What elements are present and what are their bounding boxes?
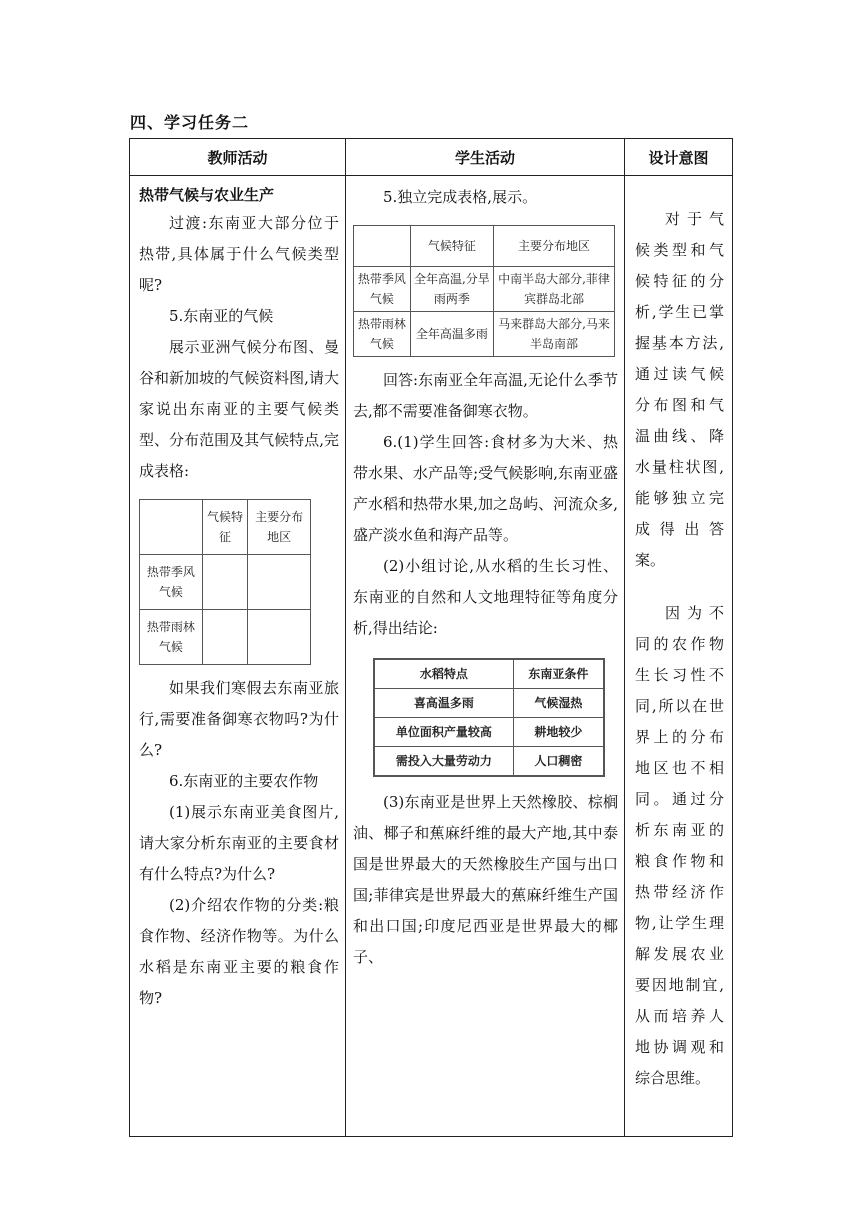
- table-header-cell: 主要分布地区: [248, 500, 311, 555]
- teacher-step-climate: 5.东南亚的气候: [169, 307, 274, 325]
- table-header-cell: 气候特征: [202, 500, 247, 555]
- table-cell: [140, 500, 203, 555]
- student-step-5: 5.独立完成表格,展示。: [383, 188, 538, 206]
- table-cell: 水稻特点: [374, 659, 513, 689]
- table-cell: [202, 555, 247, 610]
- rice-conditions-table: [373, 658, 605, 777]
- blank-climate-table: [139, 499, 311, 665]
- student-cell: [346, 176, 625, 1137]
- table-row-label: 热带雨林气候: [140, 610, 203, 665]
- header-student-activity: 学生活动: [346, 139, 625, 176]
- table-cell: [248, 555, 311, 610]
- design-intent-crops: 因为不同的农作物生长习性不同,所以在世界上的分布地区也不相同。通过分析东南亚的粮食作物和热带经济作物,让学生理解发展农业要因地制宜,从而培养人地协调观和综合思维。: [635, 604, 724, 1087]
- lesson-table: [129, 138, 733, 1137]
- table-cell: 人口稠密: [513, 747, 604, 777]
- design-intent-climate: 对于气候类型和气候特征的分析,学生已掌握基本方法,通过读气候分布图和气温曲线、降水量柱状图,能够独立完成得出答案。: [635, 210, 724, 569]
- teacher-food-question: (1)展示东南亚美食图片,请大家分析东南亚的主要食材有什么特点?为什么?: [139, 803, 339, 883]
- table-row-label: 热带雨林气候: [354, 312, 411, 357]
- table-cell: 喜高温多雨: [374, 689, 513, 718]
- table-cell: 全年高温多雨: [410, 312, 493, 357]
- student-group-discussion: (2)小组讨论,从水稻的生长习性、东南亚的自然和人文地理特征等角度分析,得出结论:: [353, 557, 618, 637]
- teacher-cell: [130, 176, 346, 1137]
- table-header-cell: 气候特征: [410, 226, 493, 267]
- teacher-climate-instruction: 展示亚洲气候分布图、曼谷和新加坡的气候资料图,请大家说出东南亚的主要气候类型、分布范围及其气候特点,完成表格:: [139, 338, 339, 480]
- table-row-label: 热带季风气候: [140, 555, 203, 610]
- table-cell: [248, 610, 311, 665]
- table-header-cell: 主要分布地区: [494, 226, 615, 267]
- student-answer-food: 6.(1)学生回答:食材多为大米、热带水果、水产品等;受气候影响,东南亚盛产水稻和热带水果,加之岛屿、河流众多,盛产淡水鱼和海产品等。: [353, 433, 618, 544]
- table-cell: 马来群岛大部分,马来半岛南部: [494, 312, 615, 357]
- table-cell: [354, 226, 411, 267]
- section-heading: 四、学习任务二: [130, 113, 250, 132]
- teacher-transition: 过渡:东南亚大部分位于热带,具体属于什么气候类型呢?: [139, 214, 339, 294]
- student-answer-clothing: 回答:东南亚全年高温,无论什么季节去,都不需要准备御寒衣物。: [353, 371, 618, 420]
- teacher-topic-title: 热带气候与农业生产: [139, 186, 275, 204]
- header-design-intent: 设计意图: [625, 139, 733, 176]
- table-cell: 全年高温,分旱雨两季: [410, 267, 493, 312]
- design-cell: [625, 176, 733, 1137]
- table-cell: 气候湿热: [513, 689, 604, 718]
- completed-climate-table: [353, 225, 615, 357]
- table-cell: 耕地较少: [513, 718, 604, 747]
- student-cash-crops: (3)东南亚是世界上天然橡胶、棕榈油、椰子和蕉麻纤维的最大产地,其中泰国是世界最大的天然橡胶生产国与出口国;菲律宾是世界最大的蕉麻纤维生产国和出口国;印度尼西亚是世界最大的椰子、: [353, 793, 618, 966]
- header-teacher-activity: 教师活动: [130, 139, 346, 176]
- teacher-travel-question: 如果我们寒假去东南亚旅行,需要准备御寒衣物吗?为什么?: [139, 679, 339, 759]
- table-cell: 单位面积产量较高: [374, 718, 513, 747]
- table-cell: 东南亚条件: [513, 659, 604, 689]
- table-cell: [202, 610, 247, 665]
- table-cell: 中南半岛大部分,菲律宾群岛北部: [494, 267, 615, 312]
- table-row-label: 热带季风气候: [354, 267, 411, 312]
- teacher-step-crops: 6.东南亚的主要农作物: [169, 772, 319, 790]
- teacher-crop-classification: (2)介绍农作物的分类:粮食作物、经济作物等。为什么水稻是东南亚主要的粮食作物?: [139, 896, 339, 1007]
- table-cell: 需投入大量劳动力: [374, 747, 513, 777]
